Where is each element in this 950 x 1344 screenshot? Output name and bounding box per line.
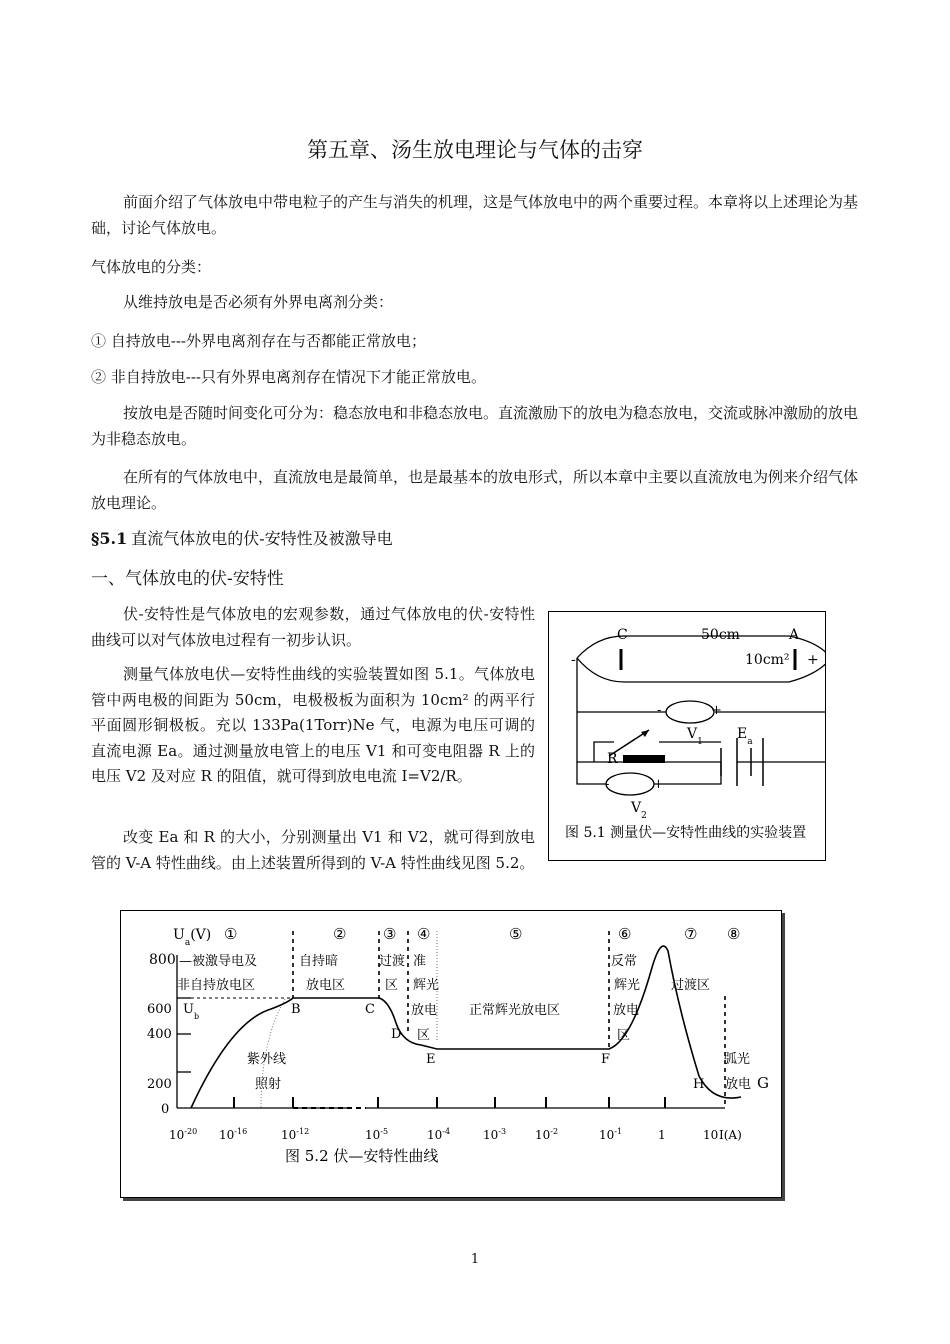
figure-5-1-caption: 图 5.1 测量伏—安特性曲线的实验装置	[565, 825, 807, 841]
label-ub: $U_b$	[183, 1002, 200, 1021]
va-curve-chart	[121, 911, 781, 1197]
setup-paragraph: 测量气体放电伏—安特性曲线的实验装置如图 5.1。气体放电管中两电极的间距为 50cm，电极极板为面积为 10cm² 的两平行平面圆形铜极板。充以 133Pa(1Torr)Ne 气，电源为电压可调的直流电源 Ea。通过测量放电管上的电压 V1 和可变电阻器 R 上的电压 V2 及对应 R 的阻值，就可得到放电电流 I=V2/R。	[91, 665, 535, 786]
intro-paragraph: 前面介绍了气体放电中带电粒子的产生与消失的机理，这是气体放电中的两个重要过程。本章将以上述理论为基础，讨论气体放电。	[91, 193, 859, 237]
point-f: F	[601, 1052, 611, 1067]
resistor-r	[623, 755, 665, 763]
classify-subheading: 从维持放电是否必须有外界电离剂分类：	[123, 293, 394, 311]
region-3-marker: ③	[383, 925, 397, 943]
region-6-label-d: 区	[617, 1028, 631, 1043]
region-8-label-b: 放电	[725, 1077, 752, 1092]
region-5-marker: ⑤	[509, 925, 523, 943]
x-ticks	[234, 1097, 665, 1108]
classify-heading: 气体放电的分类：	[91, 258, 212, 276]
uv-label-b: 照射	[255, 1077, 282, 1092]
region-2-marker: ②	[333, 925, 347, 943]
point-g: G	[757, 1074, 769, 1092]
region-3-label-b: 区	[385, 978, 399, 993]
region-6-label-a: 反常	[611, 954, 638, 969]
region-8-label-a: 弧光	[724, 1052, 751, 1067]
xtick-label: $10^{-16}$	[219, 1127, 248, 1142]
region-6-label-b: 辉光	[614, 978, 641, 993]
section-title: 直流气体放电的伏-安特性及被激导电	[131, 529, 393, 548]
va-intro-paragraph: 伏-安特性是气体放电的宏观参数，通过气体放电的伏-安特性曲线可以对气体放电过程有一初步认识。	[91, 605, 535, 649]
v1-plus: +	[711, 703, 722, 718]
point-d: D	[391, 1027, 402, 1042]
xtick-label: $10^{-4}$	[427, 1127, 451, 1142]
section-number: §5.1	[91, 529, 128, 548]
list-item-non-self-sustained: ② 非自持放电---只有外界电离剂存在情况下才能正常放电。	[91, 368, 486, 386]
label-v2: $V_2$	[631, 800, 647, 821]
label-r: R	[607, 751, 618, 767]
x-axis-unit: I(A)	[719, 1128, 742, 1142]
region-dividers	[293, 931, 725, 1108]
xtick-label: $10^{-1}$	[599, 1127, 623, 1142]
page-title: 第五章、汤生放电理论与气体的击穿	[307, 138, 643, 162]
voltmeter-v1	[666, 701, 714, 723]
region-2-label-a: 自持暗	[299, 954, 339, 969]
xtick-label: $10^{-5}$	[365, 1127, 389, 1142]
figure-5-2	[120, 910, 782, 1198]
page-number: 1	[470, 1252, 480, 1267]
figure-5-2-caption: 图 5.2 伏—安特性曲线	[285, 1147, 439, 1165]
point-c: C	[365, 1002, 375, 1017]
region-4-label-a: 准	[413, 954, 427, 969]
uv-label-a: 紫外线	[247, 1052, 287, 1067]
circuit-diagram	[549, 612, 825, 860]
region-2-label-b: 放电区	[306, 978, 346, 993]
subsection-heading: 一、气体放电的伏-安特性	[91, 569, 284, 589]
dc-discharge-paragraph: 在所有的气体放电中，直流放电是最简单，也是最基本的放电形式，所以本章中主要以直流放电为例来介绍气体放电理论。	[91, 468, 859, 512]
label-ea: $E_a$	[737, 726, 753, 747]
xtick-label: 10	[703, 1128, 719, 1142]
ytick-0: 0	[161, 1102, 170, 1117]
label-distance: 50cm	[701, 627, 740, 643]
label-c: C	[617, 627, 628, 643]
region-4-label-b: 辉光	[413, 978, 440, 993]
v2-minus: -	[605, 777, 610, 792]
xtick-label: 1	[658, 1128, 666, 1142]
va-curve-paragraph: 改变 Ea 和 R 的大小，分别测量出 V1 和 V2，就可得到放电管的 V-A 特性曲线。由上述装置所得到的 V-A 特性曲线见图 5.2。	[91, 828, 535, 872]
ytick-800: 800	[149, 952, 176, 968]
label-minus: -	[571, 652, 576, 668]
v1-minus: -	[657, 703, 662, 718]
steady-state-paragraph: 按放电是否随时间变化可分为：稳态放电和非稳态放电。直流激励下的放电为稳态放电，交流或脉冲激励的放电为非稳态放电。	[91, 404, 859, 448]
xtick-label: $10^{-20}$	[169, 1127, 198, 1142]
region-6-label-c: 放电	[613, 1003, 640, 1018]
region-1-label-b: 非自持放电区	[177, 978, 256, 993]
region-1-marker: ①	[224, 925, 238, 943]
figure-5-1	[548, 611, 826, 861]
label-plus: +	[807, 652, 819, 668]
label-a: A	[789, 627, 800, 643]
region-6-marker: ⑥	[618, 925, 632, 943]
section-heading	[91, 526, 393, 549]
ytick-600: 600	[147, 1002, 172, 1017]
xtick-label: $10^{-12}$	[281, 1127, 310, 1142]
voltmeter-v2	[606, 773, 654, 795]
region-4-marker: ④	[417, 925, 431, 943]
region-5-label: 正常辉光放电区	[469, 1003, 561, 1018]
region-7-marker: ⑦	[684, 925, 698, 943]
region-7-label: 过渡区	[671, 978, 711, 993]
x-tick-labels	[169, 1127, 742, 1142]
label-v1: $V_1$	[687, 726, 703, 747]
region-1-label-a: —被激导电及	[179, 954, 258, 969]
region-4-label-c: 放电	[411, 1003, 438, 1018]
y-axis-label: $U_a(V)$	[173, 927, 212, 948]
point-h: H	[693, 1077, 705, 1092]
point-e: E	[426, 1052, 436, 1067]
label-area: 10cm²	[745, 652, 790, 668]
list-item-self-sustained: ① 自持放电---外界电离剂存在与否都能正常放电；	[91, 332, 426, 350]
region-4-label-d: 区	[417, 1028, 431, 1043]
v2-plus: +	[653, 777, 664, 792]
xtick-label: $10^{-3}$	[483, 1127, 507, 1142]
ytick-400: 400	[147, 1027, 172, 1042]
xtick-label: $10^{-2}$	[535, 1127, 559, 1142]
point-b: B	[291, 1002, 301, 1017]
region-8-marker: ⑧	[727, 925, 741, 943]
region-3-label-a: 过渡	[379, 954, 406, 969]
ytick-200: 200	[147, 1077, 172, 1092]
